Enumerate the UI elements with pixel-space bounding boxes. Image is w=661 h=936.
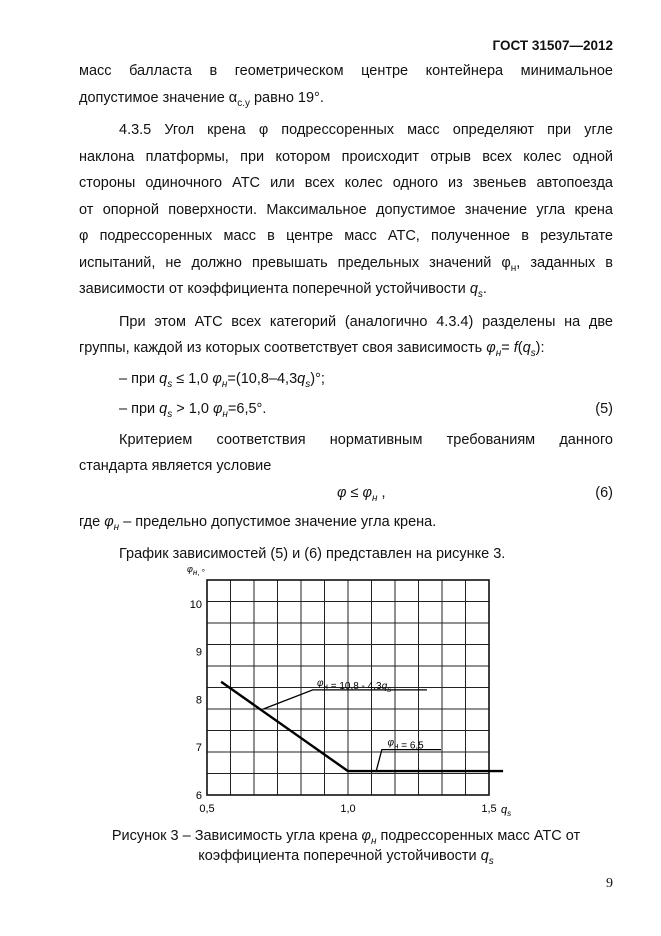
paragraph-line: стороны одиночного АТС или всех колес одного из звеньев автопоезда: [79, 175, 613, 191]
equation-number: (6): [595, 484, 613, 501]
paragraph-line: от опорной поверхности. Максимальное допустимое значение угла крена: [79, 201, 613, 218]
paragraph-line: При этом АТС всех категорий (аналогично 4.3.4) разделены на две: [119, 313, 613, 330]
annotation-leader-line: [376, 750, 441, 772]
annotation-label: $\varphi_н = 10,8 - 4,3q_s$: [316, 677, 392, 694]
chart-svg: [180, 560, 512, 818]
annotation-leader-line: [263, 690, 427, 709]
formula: $\varphi \le \varphi_н$ ,: [337, 484, 386, 504]
document-header: ГОСТ 31507—2012: [492, 38, 613, 53]
y-tick-label: 8: [195, 694, 202, 707]
equation-number: (5): [595, 401, 613, 417]
figure-3-chart: [180, 560, 512, 818]
caption-line: Рисунок 3 – Зависимость угла крена $\varphi_н$ подрессоренных масс АТС от: [111, 828, 581, 847]
paragraph-line: 4.3.5 Угол крена φ подрессоренных масс определяют при угле: [119, 122, 613, 138]
series-line: [221, 682, 348, 771]
paragraph-line: допустимое значение $\alpha_{с.у}$ равно 19°.: [79, 89, 324, 109]
caption-line: коэффициента поперечной устойчивости $q_s$: [198, 848, 494, 867]
paragraph-line: группы, каждой из которых соответствует своя зависимость $\varphi_н= f(q_s)$:: [79, 340, 545, 359]
paragraph-line: наклона платформы, при котором происходит отрыв всех колес одной: [79, 148, 613, 165]
formula-line: [79, 480, 613, 507]
figure-caption: [79, 826, 613, 866]
y-tick-label: 6: [195, 790, 202, 802]
x-tick-label: 0,5: [199, 803, 215, 815]
paragraph-line: зависимости от коэффициента поперечной устойчивости $q_s$.: [79, 281, 487, 300]
paragraph-line: График зависимостей (5) и (6) представлен на рисунке 3.: [119, 546, 506, 562]
paragraph-line: где $\varphi_н$ – предельно допустимое значение угла крена.: [79, 513, 437, 533]
annotation-label: $\varphi_н = 6,5$: [387, 737, 424, 752]
x-tick-label: 1,0: [340, 803, 356, 815]
y-tick-label: 10: [189, 598, 202, 611]
x-axis-label: $q_s$: [501, 804, 512, 818]
page-number: 9: [606, 876, 613, 891]
paragraph-line: масс балласта в геометрическом центре контейнера минимальное: [79, 63, 613, 79]
y-tick-label: 9: [195, 646, 202, 659]
document-body: [79, 58, 613, 568]
paragraph-line: φ подрессоренных масс в центре масс АТС, полученное в результате: [79, 228, 613, 244]
paragraph-line: Критерием соответствия нормативным требованиям данного: [119, 431, 613, 448]
paragraph-line: испытаний, не должно превышать предельных значений $\varphi_н$, заданных в: [79, 254, 613, 274]
y-axis-label: φн, °: [187, 564, 205, 577]
y-tick-label: 7: [195, 742, 202, 755]
paragraph-line: стандарта является условие: [79, 458, 272, 474]
formula-line: – при $q_s \le 1,0$ $\varphi_н=(10,8-4,3q_s)^\circ$;: [119, 370, 325, 390]
formula-line: – при $q_s > 1,0$ $\varphi_н=6,5^\circ$. (5): [79, 396, 613, 423]
x-tick-label: 1,5: [481, 803, 497, 815]
